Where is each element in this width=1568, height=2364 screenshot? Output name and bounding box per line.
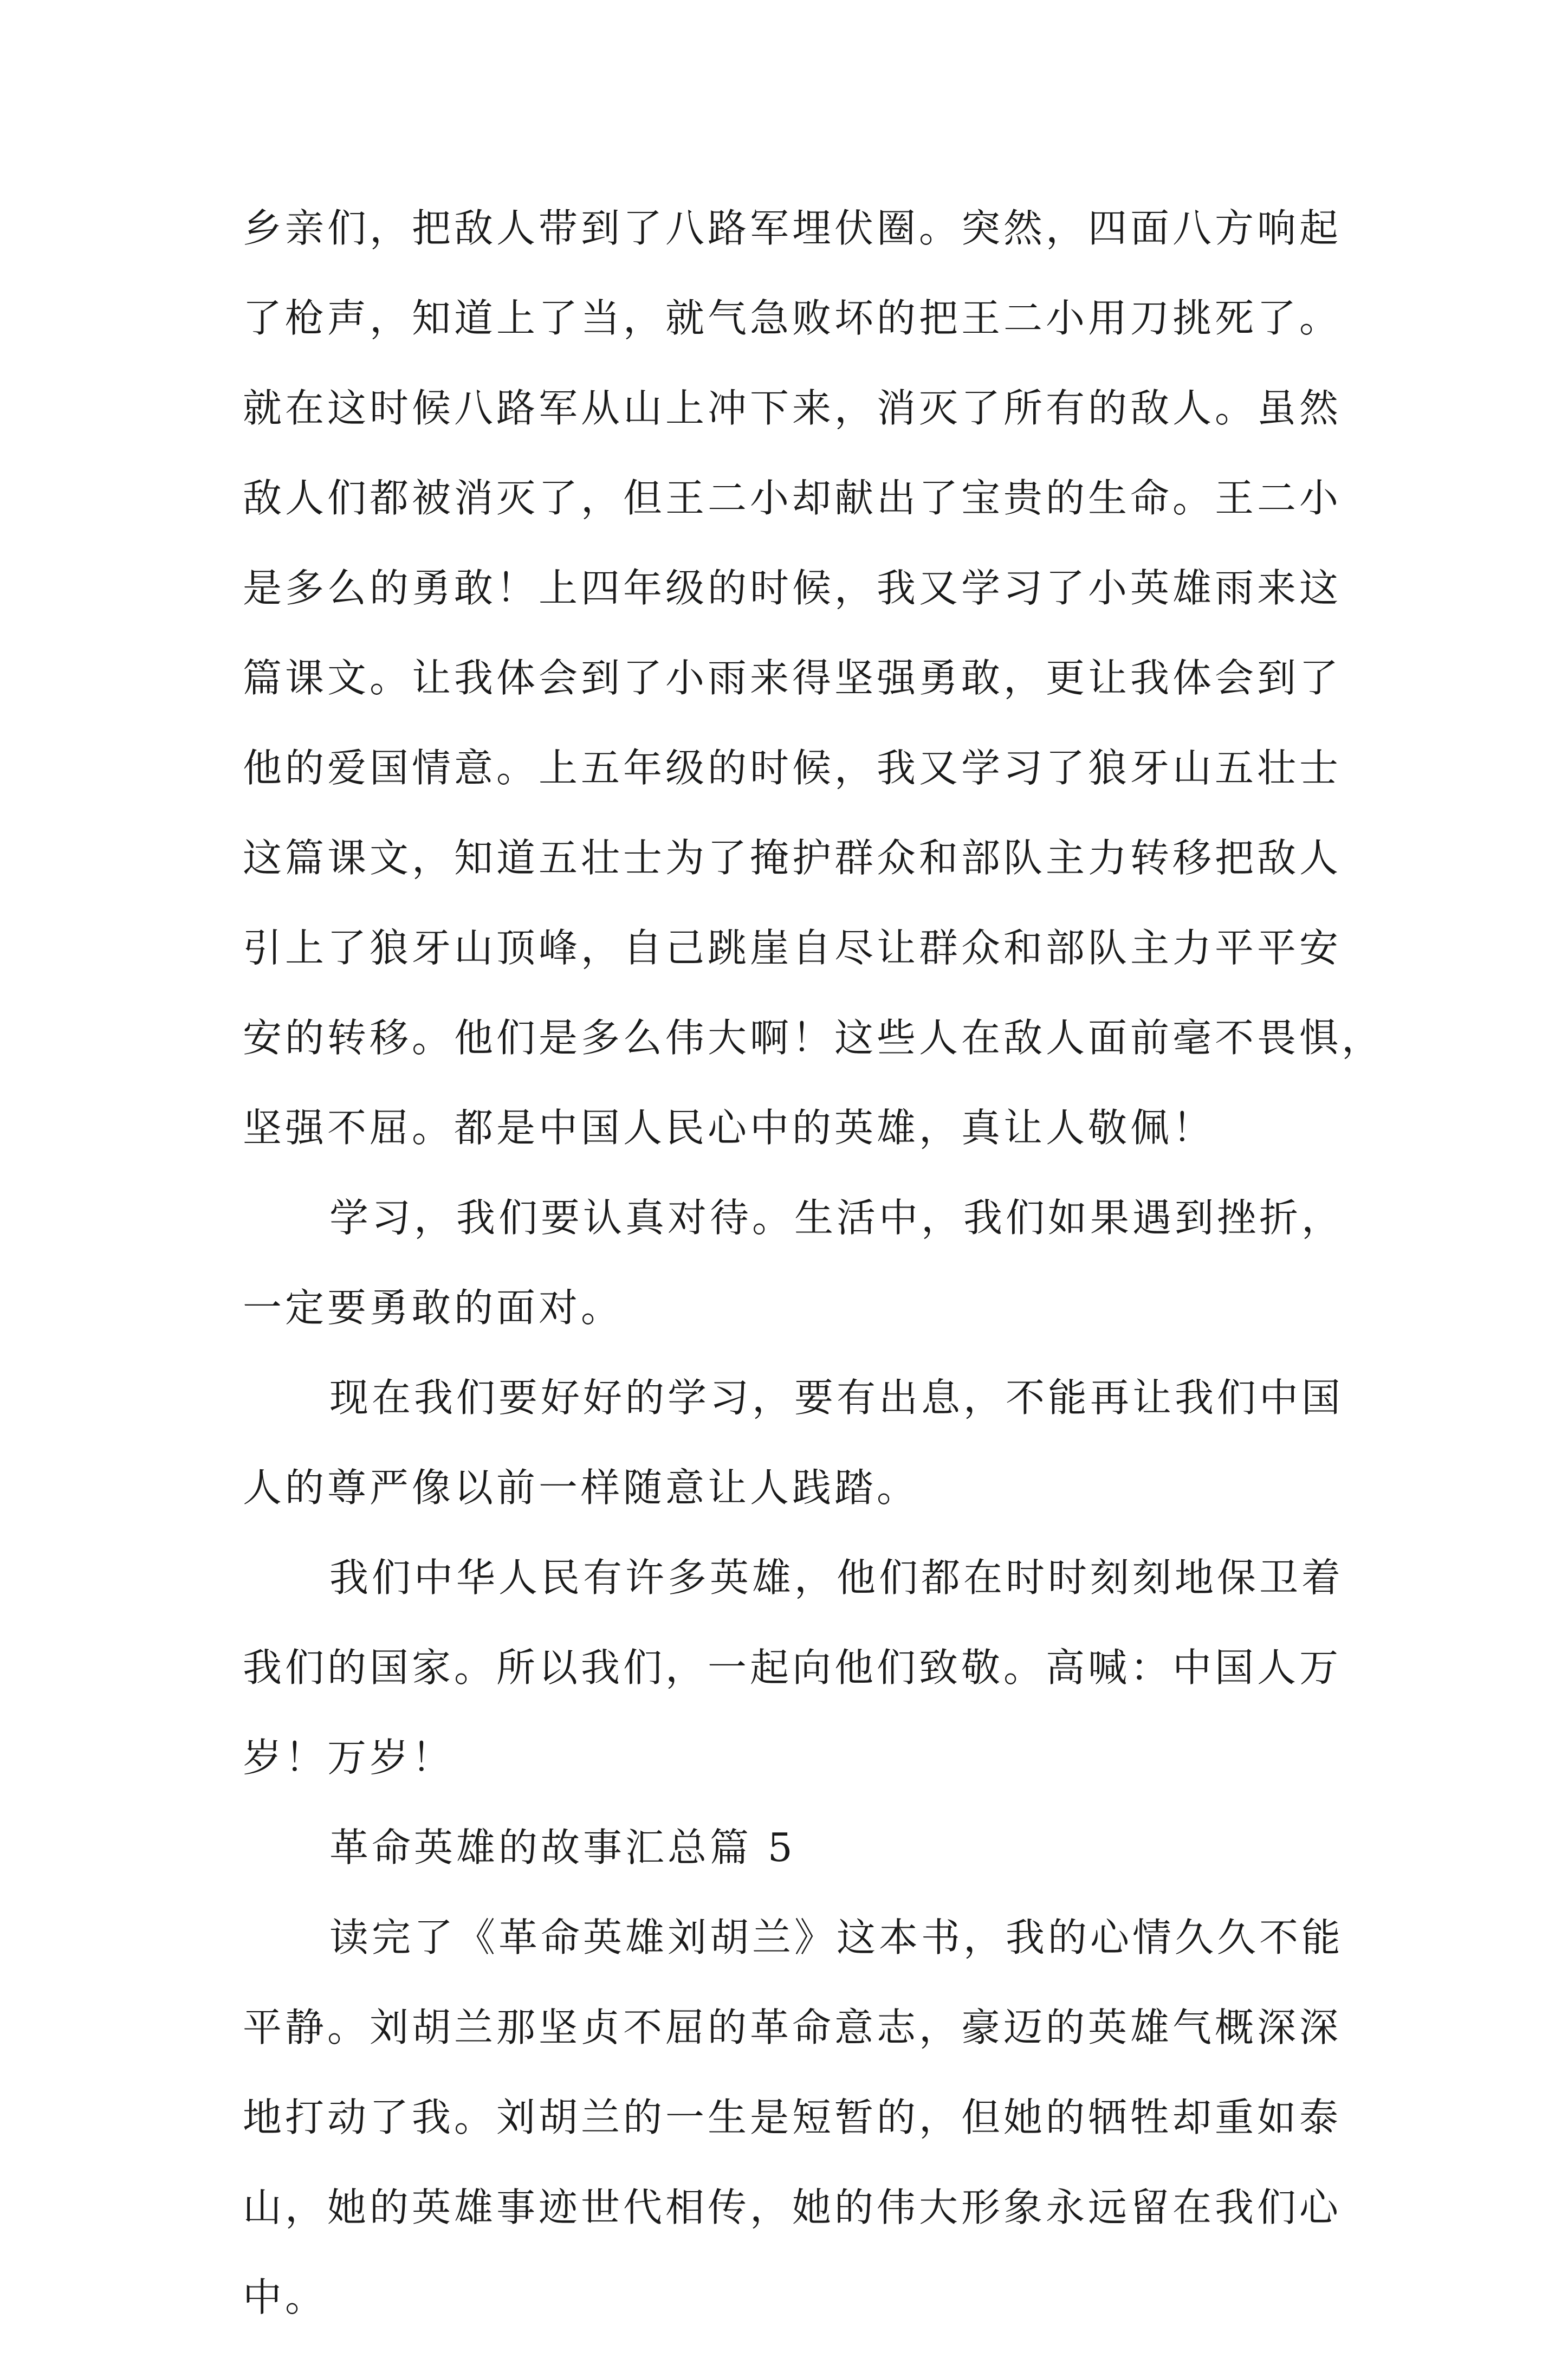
text-line: 地打动了我。刘胡兰的一生是短暂的，但她的牺牲却重如泰 <box>243 2095 1342 2140</box>
text-line: 这篇课文，知道五壮士为了掩护群众和部队主力转移把敌人 <box>243 835 1342 881</box>
text-line: 他的爱国情意。上五年级的时候，我又学习了狼牙山五壮士 <box>243 745 1342 791</box>
text-line: 引上了狼牙山顶峰，自己跳崖自尽让群众和部队主力平平安 <box>243 925 1342 971</box>
text-line: 一定要勇敢的面对。 <box>243 1285 624 1330</box>
paragraph-start-line: 读完了《革命英雄刘胡兰》这本书，我的心情久久不能 <box>329 1915 1344 1960</box>
text-line: 人的尊严像以前一样随意让人践踏。 <box>243 1465 919 1510</box>
text-line: 篇课文。让我体会到了小雨来得坚强勇敢，更让我体会到了 <box>243 655 1342 701</box>
text-line: 山，她的英雄事迹世代相传，她的伟大形象永远留在我们心 <box>243 2185 1342 2230</box>
text-line: 敌人们都被消灭了，但王二小却献出了宝贵的生命。王二小 <box>243 475 1342 521</box>
text-line: 安的转移。他们是多么伟大啊！这些人在敌人面前毫不畏惧， <box>243 1015 1384 1061</box>
section-heading: 革命英雄的故事汇总篇 5 <box>329 1825 796 1870</box>
text-line: 乡亲们，把敌人带到了八路军埋伏圈。突然，四面八方响起 <box>243 205 1342 251</box>
document-body <box>243 205 1384 2364</box>
text-line: 是多么的勇敢！上四年级的时候，我又学习了小英雄雨来这 <box>243 565 1342 611</box>
text-line: 岁！万岁！ <box>243 1735 455 1780</box>
text-line: 我们的国家。所以我们，一起向他们致敬。高喊：中国人万 <box>243 1645 1342 1690</box>
paragraph-start-line: 学习，我们要认真对待。生活中，我们如果遇到挫折， <box>329 1195 1344 1241</box>
text-line: 就在这时候八路军从山上冲下来，消灭了所有的敌人。虽然 <box>243 385 1342 431</box>
text-line: 中。 <box>243 2275 328 2320</box>
text-line: 平静。刘胡兰那坚贞不屈的革命意志，豪迈的英雄气概深深 <box>243 2005 1342 2050</box>
text-line: 坚强不屈。都是中国人民心中的英雄，真让人敬佩！ <box>243 1105 1215 1151</box>
paragraph-start-line: 我们中华人民有许多英雄，他们都在时时刻刻地保卫着 <box>329 1555 1344 1600</box>
paragraph-start-line: 现在我们要好好的学习，要有出息，不能再让我们中国 <box>329 1375 1344 1420</box>
text-line: 了枪声，知道上了当，就气急败坏的把王二小用刀挑死了。 <box>243 295 1342 341</box>
